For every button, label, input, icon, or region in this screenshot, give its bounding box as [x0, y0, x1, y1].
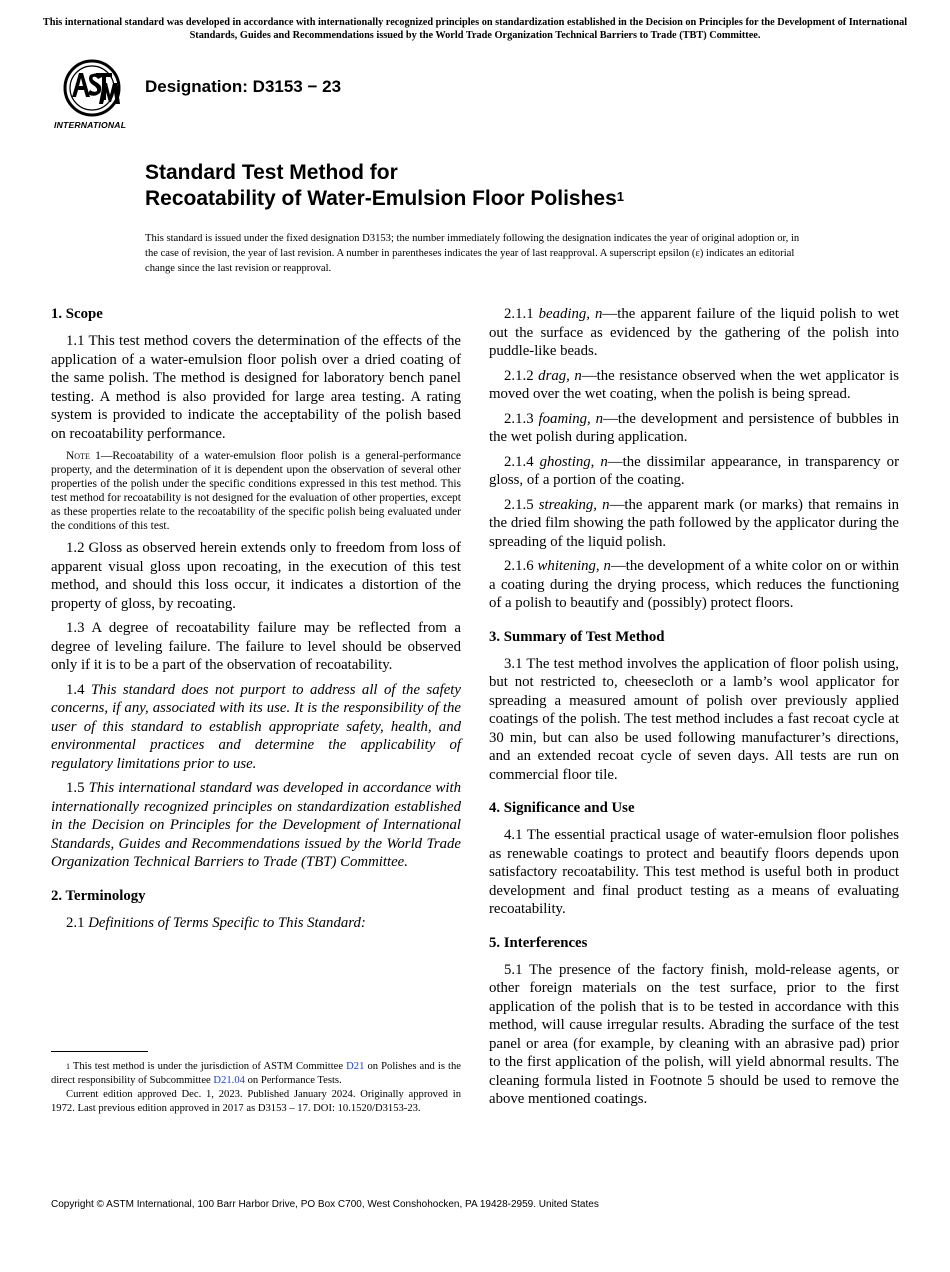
definition-number: 2.1.5	[504, 496, 539, 513]
section-heading-interferences: 5. Interferences	[489, 934, 588, 951]
paragraph-1-4-text: This standard does not purport to address all of the safety concerns, if any, associated with its use. It is the responsibility of the user of this standard to establish appropriate safety, health, and environmental practices and determine the applicability of regulatory limitations prior to use.	[51, 681, 461, 772]
link-d21[interactable]: D21	[346, 1061, 365, 1072]
paragraph-5-1: 5.1 The presence of the factory finish, mold-release agents, or other foreign materials on the test surface, prior to the first application of the polish that is to be tested in accordance with this method, will cause irregular results. Abrading the surface of the test panel or area (for example, by cleaning with an abrasive pad) prior to the first application of the polish, will yield abnormal results. The cleaning formula listed in Footnote 5 should be used to remove the above mentioned coatings.	[489, 961, 899, 1107]
definition-number: 2.1.1	[504, 306, 539, 322]
title-line-1: Standard Test Method for	[145, 161, 398, 184]
paragraph-1-1: 1.1 This test method covers the determination of the effects of the application of a water-emulsion floor polish over a dried coating of the same polish. The method is designed for laboratory bench panel testing. A method is also provided for large area testing. A rating system is provided to indicate the acceptability of the polish based on recoatability performance.	[51, 333, 461, 442]
definition-term: streaking, n	[538, 496, 610, 513]
paragraph-2-1-number: 2.1	[66, 914, 89, 931]
definition-text: —the dissimilar appearance, in transparency or gloss, of a portion of the coating.	[489, 453, 899, 488]
paragraph-1-5-number: 1.5	[66, 780, 89, 796]
paragraph-1-2: 1.2 Gloss as observed herein extends only to freedom from loss of apparent visual gloss upon recoating, in the execution of this test method, and should this loss occur, it indicates a distortion of the property of gloss, by recoating.	[51, 540, 461, 612]
issuance-notice: This standard is issued under the fixed designation D3153; the number immediately following the designation indicates the year of original adoption or, in the case of revision, the year of last revision. A number in parentheses indicates the year of last reapproval. A superscript epsilon (ε) indicates an editorial change since the last revision or reapproval.	[145, 233, 800, 274]
title-line-2	[145, 186, 624, 212]
title-line-2-text: Recoatability of Water-Emulsion Floor Polishes	[145, 187, 617, 210]
astm-logo-text: INTERNATIONAL	[54, 120, 127, 130]
paragraph-1-5-text: This international standard was developed in accordance with internationally recognized principles on standardization established in the Decision on Principles for the Development of International Standards, Guides and Recommendations issued by the World Trade Organization Technical Barriers to Trade (TBT) Committee.	[51, 780, 461, 870]
section-heading-terminology: 2. Terminology	[51, 887, 146, 904]
paragraph-2-1	[51, 914, 461, 933]
definition-2-1-4	[489, 453, 899, 490]
definition-term: ghosting, n	[539, 453, 608, 470]
definition-2-1-1	[489, 305, 899, 361]
paragraph-1-3: 1.3 A degree of recoatability failure may be reflected from a degree of leveling failure. The failure to level should be observed only if it is to be a part of the observation of recoatability.	[51, 620, 461, 673]
definition-2-1-2	[489, 367, 899, 404]
paragraph-1-4	[51, 681, 461, 774]
footnote-1-text-c: on Performance Tests.	[244, 1075, 342, 1086]
copyright-line: Copyright © ASTM International, 100 Barr Harbor Drive, PO Box C700, West Conshohocken, PA 19428-2959. United States	[51, 1199, 599, 1210]
section-heading-significance: 4. Significance and Use	[489, 800, 635, 816]
definition-text: —the development of a white color on or within a coating during the drying process, which reduces the functioning of a polish to beautify and (possibly) protect floors.	[489, 558, 899, 611]
note-1	[51, 449, 461, 533]
paragraph-1-4-number: 1.4	[66, 681, 91, 698]
paragraph-2-1-text: Definitions of Terms Specific to This Standard:	[88, 914, 366, 931]
footnote-divider	[51, 1051, 148, 1052]
definition-text: —the apparent mark (or marks) that remains in the dried film showing the path followed by the applicator during the spreading of the liquid polish.	[489, 496, 899, 550]
definition-number: 2.1.6	[504, 558, 538, 574]
definition-text: —the apparent failure of the liquid polish to wet out the surface as evidenced by the gathering of the polish into puddle-like beads.	[489, 306, 900, 359]
footnote-1-mark: 1	[66, 1062, 70, 1071]
definition-2-1-3	[489, 410, 899, 447]
definition-term: foaming, n	[538, 410, 604, 427]
footnotes	[51, 1060, 461, 1116]
right-column	[489, 305, 899, 1115]
paragraph-1-5	[51, 779, 461, 872]
left-column	[51, 305, 461, 938]
definition-2-1-6	[489, 557, 899, 613]
paragraph-4-1: 4.1 The essential practical usage of water-emulsion floor polishes as renewable coatings to protect and beautify floors depends upon satisfactory recoatability. This test method is useful both in product development and final product testing as a means of evaluating recoatability.	[489, 827, 899, 917]
footnote-1	[51, 1060, 461, 1088]
document-title	[145, 160, 624, 212]
footnote-edition: Current edition approved Dec. 1, 2023. Published January 2024. Originally approved in 1972. Last previous edition approved in 2017 as D3153 – 17. DOI: 10.1520/D3153-23.	[51, 1089, 461, 1114]
definition-text: —the resistance observed when the wet applicator is moved over the wet coating, when the polish is being spread.	[489, 367, 899, 402]
tbt-banner: This international standard was developed in accordance with internationally recognized principles on standardization established in the Decision on Principles for the Development of International Standards, Guides and Recommendations issued by the World Trade Organization Technical Barriers to Trade (TBT) Committee.	[42, 17, 908, 41]
astm-logo	[52, 57, 136, 133]
note-1-text: —Recoatability of a water-emulsion floor polish is a general-performance property, and the determination of it is dependent upon the observation of several other properties of the polish under the specific conditions expressed in this test method. This test method for recoatability is not designed for the evaluation of other properties, except as these properties relate to the recoatability of the specific polish being evaluated under the conditions of this test.	[51, 450, 462, 532]
designation: Designation: D3153 − 23	[145, 77, 342, 96]
definition-number: 2.1.2	[504, 367, 539, 384]
definition-number: 2.1.3	[504, 410, 539, 427]
section-heading-scope: 1. Scope	[51, 306, 103, 322]
definition-2-1-5	[489, 496, 899, 552]
definition-text: —the development and persistence of bubbles in the wet polish during application.	[489, 410, 899, 445]
paragraph-3-1: 3.1 The test method involves the application of floor polish using, but not restricted to, cheesecloth or a lamb’s wool applicator for spreading a measured amount of polish over previously applied coatings of the polish. The test method includes a fast recoat cycle at 30 min, but can also be used following manufacturer’s directions, and an extended recoat cycle of seven days. All tests are run on commercial floor tile.	[489, 655, 899, 783]
section-heading-summary: 3. Summary of Test Method	[489, 628, 665, 645]
definition-term: drag, n	[538, 367, 582, 384]
link-d21-04[interactable]: D21.04	[213, 1075, 245, 1086]
note-1-label: Note 1	[66, 450, 101, 462]
footnote-1-text-b: on Polishes and is the direct responsibility of Subcommittee	[51, 1061, 461, 1086]
definition-term: beading, n	[538, 306, 603, 322]
footnote-1-text-a: This test method is under the jurisdiction of ASTM Committee	[70, 1061, 347, 1072]
definition-term: whitening, n	[537, 558, 611, 574]
title-footnote-mark[interactable]: 1	[616, 189, 625, 204]
definition-number: 2.1.4	[504, 453, 540, 470]
